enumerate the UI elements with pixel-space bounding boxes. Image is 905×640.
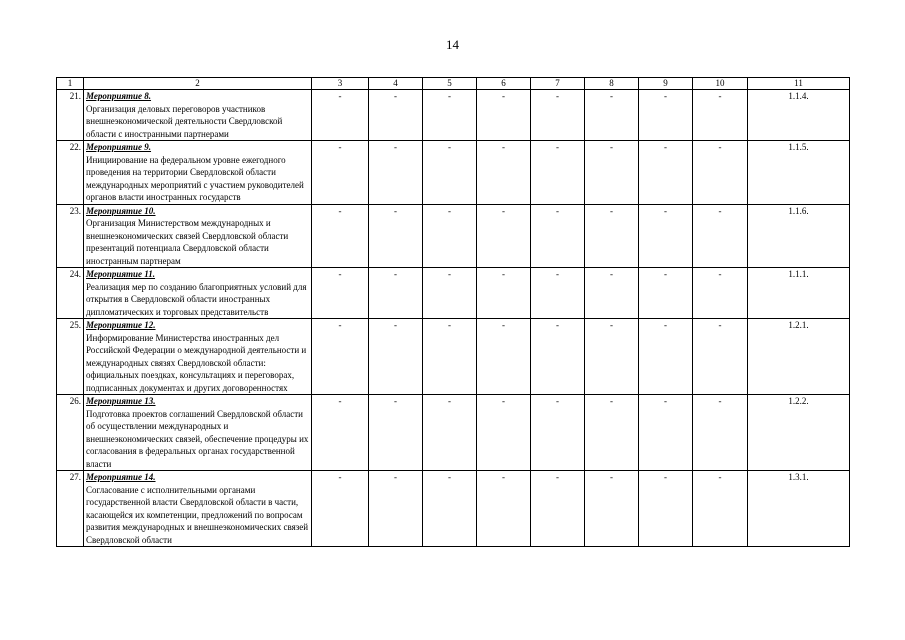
column-header: 10: [693, 78, 748, 90]
measure-title: Мероприятие 13.: [86, 396, 156, 406]
measure-description: Согласование с исполнительными органами государственной власти Свердловской области в части, касающейся их компетенции, предложений по вопросам развития международных и внешнеэкономических связей Свердловской области: [86, 484, 309, 545]
value-cell: -: [423, 471, 477, 547]
value-cell: -: [639, 141, 693, 205]
row-number: 27.: [57, 471, 84, 547]
value-cell: -: [693, 395, 748, 471]
value-cell: -: [531, 141, 585, 205]
value-cell: -: [531, 204, 585, 268]
measure-description: Информирование Министерства иностранных дел Российской Федерации о международной деятельности и международных связях Свердловской области: официальных поездках, консультациях и переговорах, подписанных документах и других договоренностях: [86, 332, 307, 393]
value-cell: -: [531, 268, 585, 319]
value-cell: -: [423, 268, 477, 319]
value-cell: -: [312, 204, 369, 268]
measure-cell: [84, 204, 312, 268]
value-cell: -: [369, 90, 423, 141]
value-cell: -: [693, 319, 748, 395]
target-code: 1.1.4.: [748, 90, 850, 141]
value-cell: -: [312, 268, 369, 319]
value-cell: -: [477, 90, 531, 141]
table-row: [57, 141, 850, 205]
row-number: 26.: [57, 395, 84, 471]
target-code: 1.3.1.: [748, 471, 850, 547]
value-cell: -: [423, 141, 477, 205]
value-cell: -: [477, 395, 531, 471]
table-row: [57, 471, 850, 547]
value-cell: -: [693, 141, 748, 205]
value-cell: -: [423, 319, 477, 395]
measure-title: Мероприятие 12.: [86, 320, 156, 330]
measure-cell: [84, 90, 312, 141]
column-header: 8: [585, 78, 639, 90]
value-cell: -: [585, 204, 639, 268]
value-cell: -: [423, 395, 477, 471]
value-cell: -: [477, 471, 531, 547]
value-cell: -: [693, 268, 748, 319]
value-cell: -: [312, 471, 369, 547]
measure-description: Инициирование на федеральном уровне ежегодного проведения на территории Свердловской области международных мероприятий с участием руководителей органов власти иностранных государств: [86, 154, 304, 202]
measure-description: Организация Министерством международных и внешнеэкономических связей Свердловской области презентаций потенциала Свердловской области иностранным партнерам: [86, 218, 289, 266]
value-cell: -: [477, 204, 531, 268]
measure-cell: [84, 141, 312, 205]
value-cell: -: [312, 90, 369, 141]
value-cell: -: [585, 90, 639, 141]
value-cell: -: [639, 319, 693, 395]
value-cell: -: [693, 204, 748, 268]
measure-cell: [84, 395, 312, 471]
value-cell: -: [531, 395, 585, 471]
table-row: [57, 90, 850, 141]
row-number: 22.: [57, 141, 84, 205]
measure-title: Мероприятие 14.: [86, 472, 156, 482]
measure-description: Реализация мер по созданию благоприятных условий для открытия в Свердловской области иностранных дипломатических и торговых представительств: [86, 281, 307, 317]
value-cell: -: [369, 141, 423, 205]
column-header: 2: [84, 78, 312, 90]
value-cell: -: [585, 319, 639, 395]
measure-description: Подготовка проектов соглашений Свердловской области об осуществлении международных и внешнеэкономических связей, обеспечение процедуры их согласования в федеральных органах государственной власти: [86, 408, 309, 469]
table-row: [57, 268, 850, 319]
target-code: 1.2.1.: [748, 319, 850, 395]
column-header: 5: [423, 78, 477, 90]
table-row: [57, 319, 850, 395]
target-code: 1.2.2.: [748, 395, 850, 471]
value-cell: -: [369, 395, 423, 471]
measures-table: [56, 77, 850, 547]
value-cell: -: [585, 395, 639, 471]
column-header: 3: [312, 78, 369, 90]
measure-description: Организация деловых переговоров участников внешнеэкономической деятельности Свердловской области с иностранными партнерами: [86, 103, 283, 139]
row-number: 23.: [57, 204, 84, 268]
value-cell: -: [531, 319, 585, 395]
value-cell: -: [585, 141, 639, 205]
value-cell: -: [477, 268, 531, 319]
value-cell: -: [693, 90, 748, 141]
column-header: 1: [57, 78, 84, 90]
column-header: 4: [369, 78, 423, 90]
value-cell: -: [423, 90, 477, 141]
row-number: 25.: [57, 319, 84, 395]
value-cell: -: [693, 471, 748, 547]
value-cell: -: [639, 268, 693, 319]
measure-title: Мероприятие 10.: [86, 205, 156, 216]
value-cell: -: [369, 204, 423, 268]
target-code: 1.1.1.: [748, 268, 850, 319]
value-cell: -: [312, 395, 369, 471]
value-cell: -: [423, 204, 477, 268]
value-cell: -: [369, 319, 423, 395]
page-number: 14: [446, 37, 459, 52]
column-number-row: [57, 78, 850, 90]
target-code: 1.1.6.: [748, 204, 850, 268]
measure-cell: [84, 471, 312, 547]
value-cell: -: [531, 471, 585, 547]
value-cell: -: [477, 319, 531, 395]
measure-cell: [84, 319, 312, 395]
value-cell: -: [639, 90, 693, 141]
measure-title: Мероприятие 8.: [86, 91, 152, 101]
measure-title: Мероприятие 9.: [86, 142, 152, 152]
value-cell: -: [585, 268, 639, 319]
measure-cell: [84, 268, 312, 319]
table-row: [57, 204, 850, 268]
value-cell: -: [312, 141, 369, 205]
row-number: 21.: [57, 90, 84, 141]
row-number: 24.: [57, 268, 84, 319]
column-header: 6: [477, 78, 531, 90]
measure-title: Мероприятие 11.: [86, 269, 156, 279]
value-cell: -: [639, 204, 693, 268]
target-code: 1.1.5.: [748, 141, 850, 205]
column-header: 9: [639, 78, 693, 90]
value-cell: -: [369, 268, 423, 319]
value-cell: -: [639, 395, 693, 471]
value-cell: -: [477, 141, 531, 205]
value-cell: -: [369, 471, 423, 547]
value-cell: -: [531, 90, 585, 141]
value-cell: -: [585, 471, 639, 547]
value-cell: -: [639, 471, 693, 547]
column-header: 7: [531, 78, 585, 90]
column-header: 11: [748, 78, 850, 90]
value-cell: -: [312, 319, 369, 395]
table-row: [57, 395, 850, 471]
